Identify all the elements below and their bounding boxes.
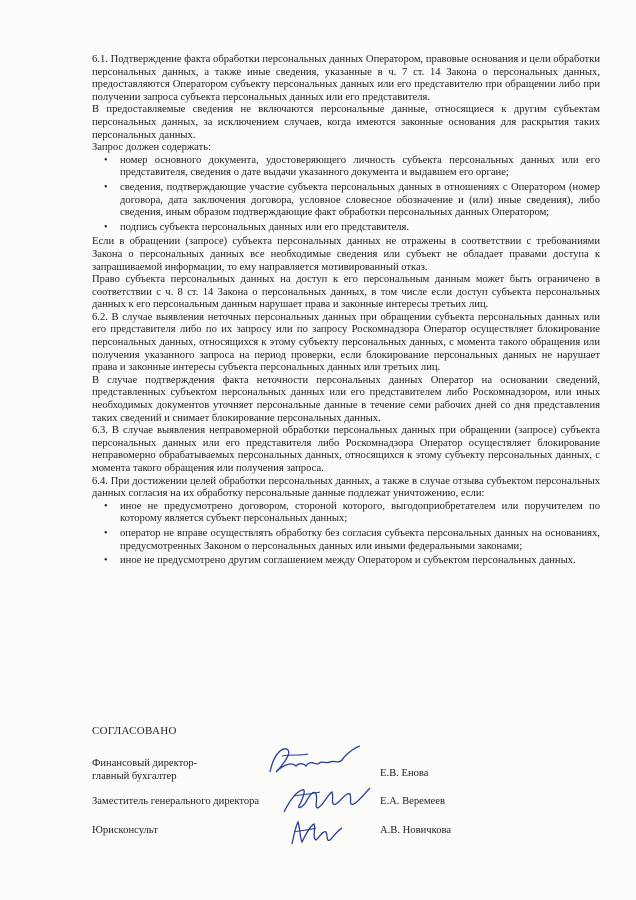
signatory-title: Заместитель генерального директора bbox=[92, 796, 260, 807]
document-body bbox=[92, 54, 600, 570]
signatory-name: Е.А. Веремеев bbox=[380, 796, 445, 807]
paragraph-6-1-exclusion: В предоставляемые сведения не включаются персональные данные, относящиеся к другим субъектам персональных данных, за исключением случаев, когда имеются законные основания для раскрытия таких персональных данных. bbox=[92, 104, 600, 141]
bullet-icon: • bbox=[104, 555, 108, 567]
paragraph-6-2: 6.2. В случае выявления неточных персональных данных при обращении субъекта персональных данных или его представителя либо по их запросу или по запросу Роскомнадзора Оператор осуществляет блокирование персональных данных, относящихся к этому субъекту персональных данных, с момента такого обращения или получения указанного запроса на период проверки, если блокирование персональных данных не нарушает права и законные интересы субъекта персональных данных или третьих лиц. bbox=[92, 311, 600, 374]
approval-heading: СОГЛАСОВАНО bbox=[92, 725, 177, 737]
signature-novichkova-image bbox=[286, 816, 346, 850]
signatory-name: А.В. Новичкова bbox=[380, 825, 452, 836]
paragraph-access-limit: Право субъекта персональных данных на доступ к его персональным данным может быть ограничено в соответствии с ч. 8 ст. 14 Закона о персональных данных, в том числе если доступ субъекта персональных данных к его персональным данным нарушает права и законные интересы третьих лиц. bbox=[92, 274, 600, 311]
bullet-icon: • bbox=[104, 221, 108, 233]
list-item: • иное не предусмотрено договором, стороной которого, выгодоприобретателем или поручителем по которому является субъект персональных данных; bbox=[104, 500, 600, 525]
list-item: • иное не предусмотрено другим соглашением между Оператором и субъектом персональных данных. bbox=[104, 555, 576, 567]
request-requirements-list bbox=[92, 155, 600, 235]
signature-veremeev-image bbox=[280, 782, 375, 818]
bullet-icon: • bbox=[104, 181, 108, 193]
paragraph-6-1: 6.1. Подтверждение факта обработки персональных данных Оператором, правовые основания и цели обработки персональных данных, а также иные сведения, указанные в ч. 7 ст. 14 Закона о персональных данных, предоставляются Оператором субъекту персональных данных или его представителю при обращении либо при получении запроса субъекта персональных данных или его представителя. bbox=[92, 54, 600, 103]
bullet-icon: • bbox=[104, 154, 108, 166]
list-item: • оператор не вправе осуществлять обработку без согласия субъекта персональных данных на основаниях, предусмотренных Законом о персональных данных или иными федеральными законами; bbox=[104, 527, 600, 552]
list-item: • номер основного документа, удостоверяющего личность субъекта персональных данных или его представителя, сведения о дате выдачи указанного документа и выдавшем его органе; bbox=[104, 154, 600, 179]
paragraph-6-2-confirmation: В случае подтверждения факта неточности персональных данных Оператор на основании сведений, представленных субъектом персональных данных или его представителем либо Роскомнадзором, или иных необходимых документов уточняет персональные данные в течение семи рабочих дней со дня представления таких сведений и снимает блокирование персональных данных. bbox=[92, 374, 600, 424]
request-intro: Запрос должен содержать: bbox=[92, 142, 212, 154]
destruction-conditions-list bbox=[92, 501, 600, 568]
paragraph-refusal: Если в обращении (запросе) субъекта персональных данных не отражены в соответствии с требованиями Закона о персональных данных все необходимые сведения или субъект не обладает правами доступа к запрашиваемой информации, то ему направляется мотивированный отказ. bbox=[92, 236, 600, 273]
bullet-icon: • bbox=[104, 500, 108, 512]
signatory-title: Финансовый директор- главный бухгалтер bbox=[92, 758, 198, 782]
list-item: • сведения, подтверждающие участие субъекта персональных данных в отношениях с Оператором (номер договора, дата заключения договора, условное словесное обозначение и (или) иные сведения), либо сведения, иным образом подтверждающие факт обработки персональных данных Оператором; bbox=[104, 181, 600, 219]
signatory-name: Е.В. Енова bbox=[380, 768, 429, 779]
signature-enova-image bbox=[262, 742, 372, 780]
bullet-icon: • bbox=[104, 527, 108, 539]
paragraph-6-4: 6.4. При достижении целей обработки персональных данных, а также в случае отзыва субъектом персональных данных согласия на их обработку персональные данные подлежат уничтожению, если: bbox=[92, 475, 600, 500]
paragraph-6-3: 6.3. В случае выявления неправомерной обработки персональных данных при обращении (запросе) субъекта персональных данных или его представителя либо Роскомнадзора Оператор осуществляет блокирование неправомерно обрабатываемых персональных данных, относящихся к этому субъекту персональных данных, с момента такого обращения или получения запроса. bbox=[92, 425, 600, 474]
signatory-title: Юрисконсульт bbox=[92, 825, 158, 836]
list-item: • подпись субъекта персональных данных или его представителя. bbox=[104, 221, 410, 233]
